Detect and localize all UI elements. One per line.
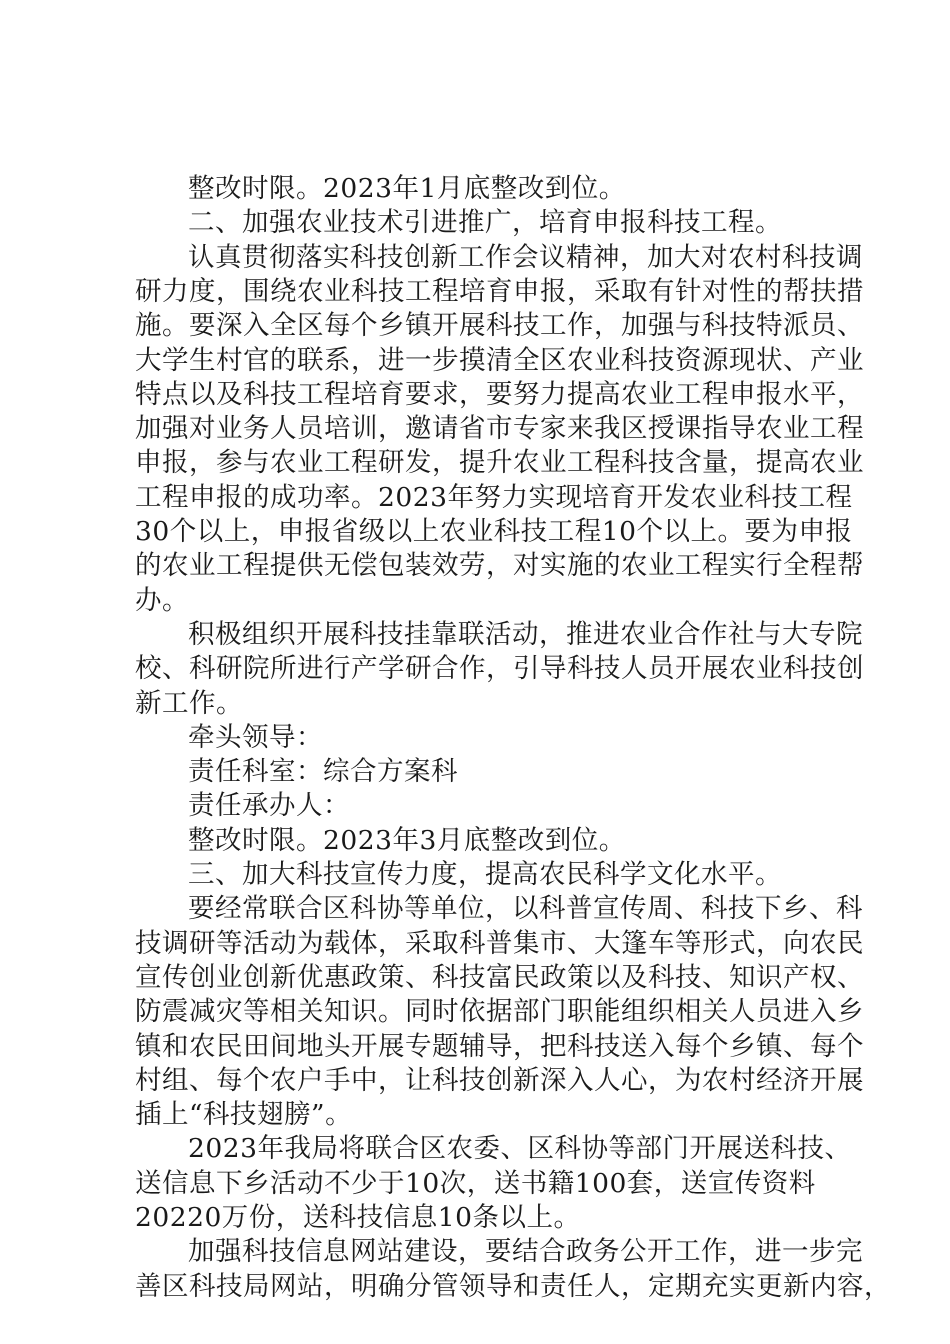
text-line: 送信息下乡活动不少于10次，送书籍100套，送宣传资料 bbox=[135, 1167, 816, 1199]
text-line: 牵头领导： bbox=[188, 721, 323, 753]
text-line: 20220万份，送科技信息10条以上。 bbox=[135, 1202, 581, 1233]
text-line: 的农业工程提供无偿包装效劳，对实施的农业工程实行全程帮 bbox=[135, 550, 864, 582]
text-line: 新工作。 bbox=[135, 687, 243, 719]
text-line: 校、科研院所进行产学研合作，引导科技人员开展农业科技创 bbox=[135, 653, 864, 685]
text-line: 三、加大科技宣传力度，提高农民科学文化水平。 bbox=[188, 859, 782, 890]
text-line: 加强科技信息网站建设，要结合政务公开工作，进一步完 bbox=[188, 1236, 863, 1268]
text-line: 加强对业务人员培训，邀请省市专家来我区授课指导农业工程 bbox=[135, 413, 864, 445]
text-line: 认真贯彻落实科技创新工作会议精神，加大对农村科技调 bbox=[188, 241, 863, 273]
text-line: 二、加强农业技术引进推广，培育申报科技工程。 bbox=[188, 207, 782, 239]
text-line: 技调研等活动为载体，采取科普集市、大篷车等形式，向农民 bbox=[135, 927, 864, 959]
text-line: 要经常联合区科协等单位，以科普宣传周、科技下乡、科 bbox=[188, 893, 863, 925]
text-line: 责任科室：综合方案科 bbox=[188, 756, 458, 788]
text-line: 大学生村官的联系，进一步摸清全区农业科技资源现状、产业 bbox=[135, 344, 864, 376]
text-line: 善区科技局网站，明确分管领导和责任人，定期充实更新内容， bbox=[135, 1270, 891, 1302]
text-line: 办。 bbox=[135, 584, 189, 616]
text-line: 申报，参与农业工程研发，提升农业工程科技含量，提高农业 bbox=[135, 447, 864, 479]
text-line: 特点以及科技工程培育要求，要努力提高农业工程申报水平， bbox=[135, 378, 864, 410]
text-line: 工程申报的成功率。2023年努力实现培育开发农业科技工程 bbox=[135, 481, 853, 513]
text-line: 防震减灾等相关知识。同时依据部门职能组织相关人员进入乡 bbox=[135, 996, 864, 1028]
text-line: 宣传创业创新优惠政策、科技富民政策以及科技、知识产权、 bbox=[135, 961, 864, 993]
text-line: 研力度，围绕农业科技工程培育申报，采取有针对性的帮扶措 bbox=[135, 275, 864, 307]
text-line: 村组、每个农户手中，让科技创新深入人心，为农村经济开展 bbox=[135, 1064, 864, 1096]
text-line: 施。要深入全区每个乡镇开展科技工作，加强与科技特派员、 bbox=[135, 310, 864, 342]
text-line: 30个以上，申报省级以上农业科技工程10个以上。要为申报 bbox=[135, 516, 853, 547]
text-line: 插上“科技翅膀”。 bbox=[135, 1099, 353, 1131]
text-line: 整改时限。2023年1月底整改到位。 bbox=[188, 173, 626, 204]
text-line: 整改时限。2023年3月底整改到位。 bbox=[188, 824, 626, 856]
text-line: 镇和农民田间地头开展专题辅导，把科技送入每个乡镇、每个 bbox=[135, 1030, 864, 1062]
text-line: 2023年我局将联合区农委、区科协等部门开展送科技、 bbox=[188, 1133, 852, 1165]
text-line: 积极组织开展科技挂靠联活动，推进农业合作社与大专院 bbox=[188, 618, 863, 650]
text-line: 责任承办人： bbox=[188, 790, 350, 822]
